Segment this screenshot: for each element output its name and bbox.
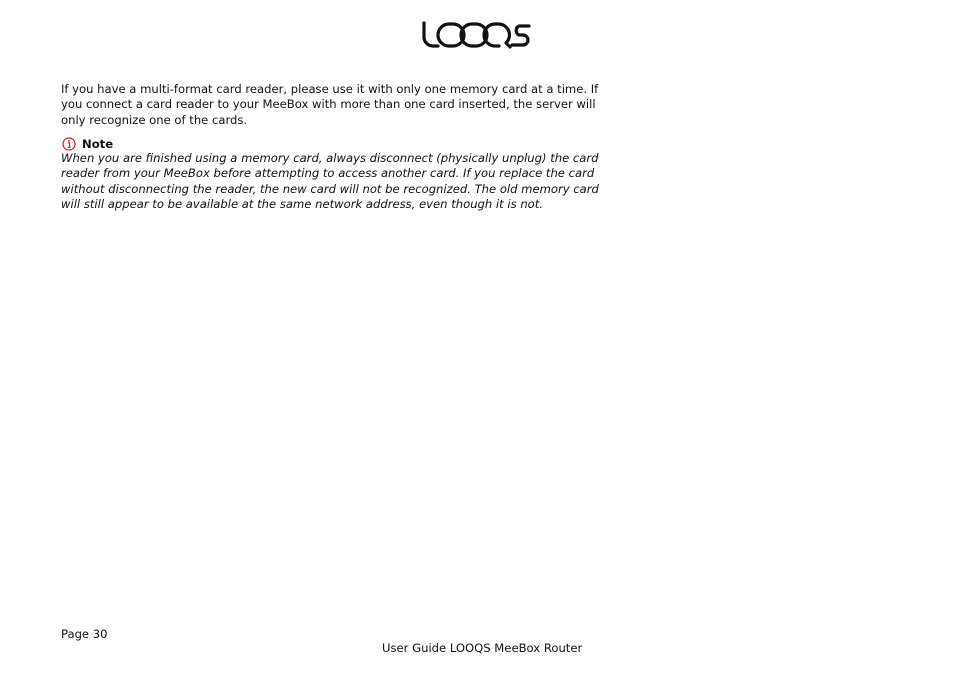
logo-text (0, 0, 1, 1)
intro-paragraph: If you have a multi-format card reader, please use it with only one memory card at a time. If you connect a card reader to your MeeBox with more than one card inserted, the server will only recognize one of the cards. (61, 82, 599, 127)
page-number: Page 30 (61, 627, 108, 641)
note-title: Note (82, 137, 114, 151)
looqs-logo (420, 20, 532, 50)
footer-document-title: User Guide LOOQS MeeBox Router (382, 641, 583, 655)
note-body: When you are finished using a memory card, always disconnect (physically unplug) the card reader from your MeeBox before attempting to access another card. If you replace the card without disconnecting the reader, the new card will not be recognized. The old memory card will still appear to be available at the same network address, even though it is not. (61, 151, 599, 211)
note-heading (61, 136, 113, 152)
info-icon (61, 136, 77, 152)
